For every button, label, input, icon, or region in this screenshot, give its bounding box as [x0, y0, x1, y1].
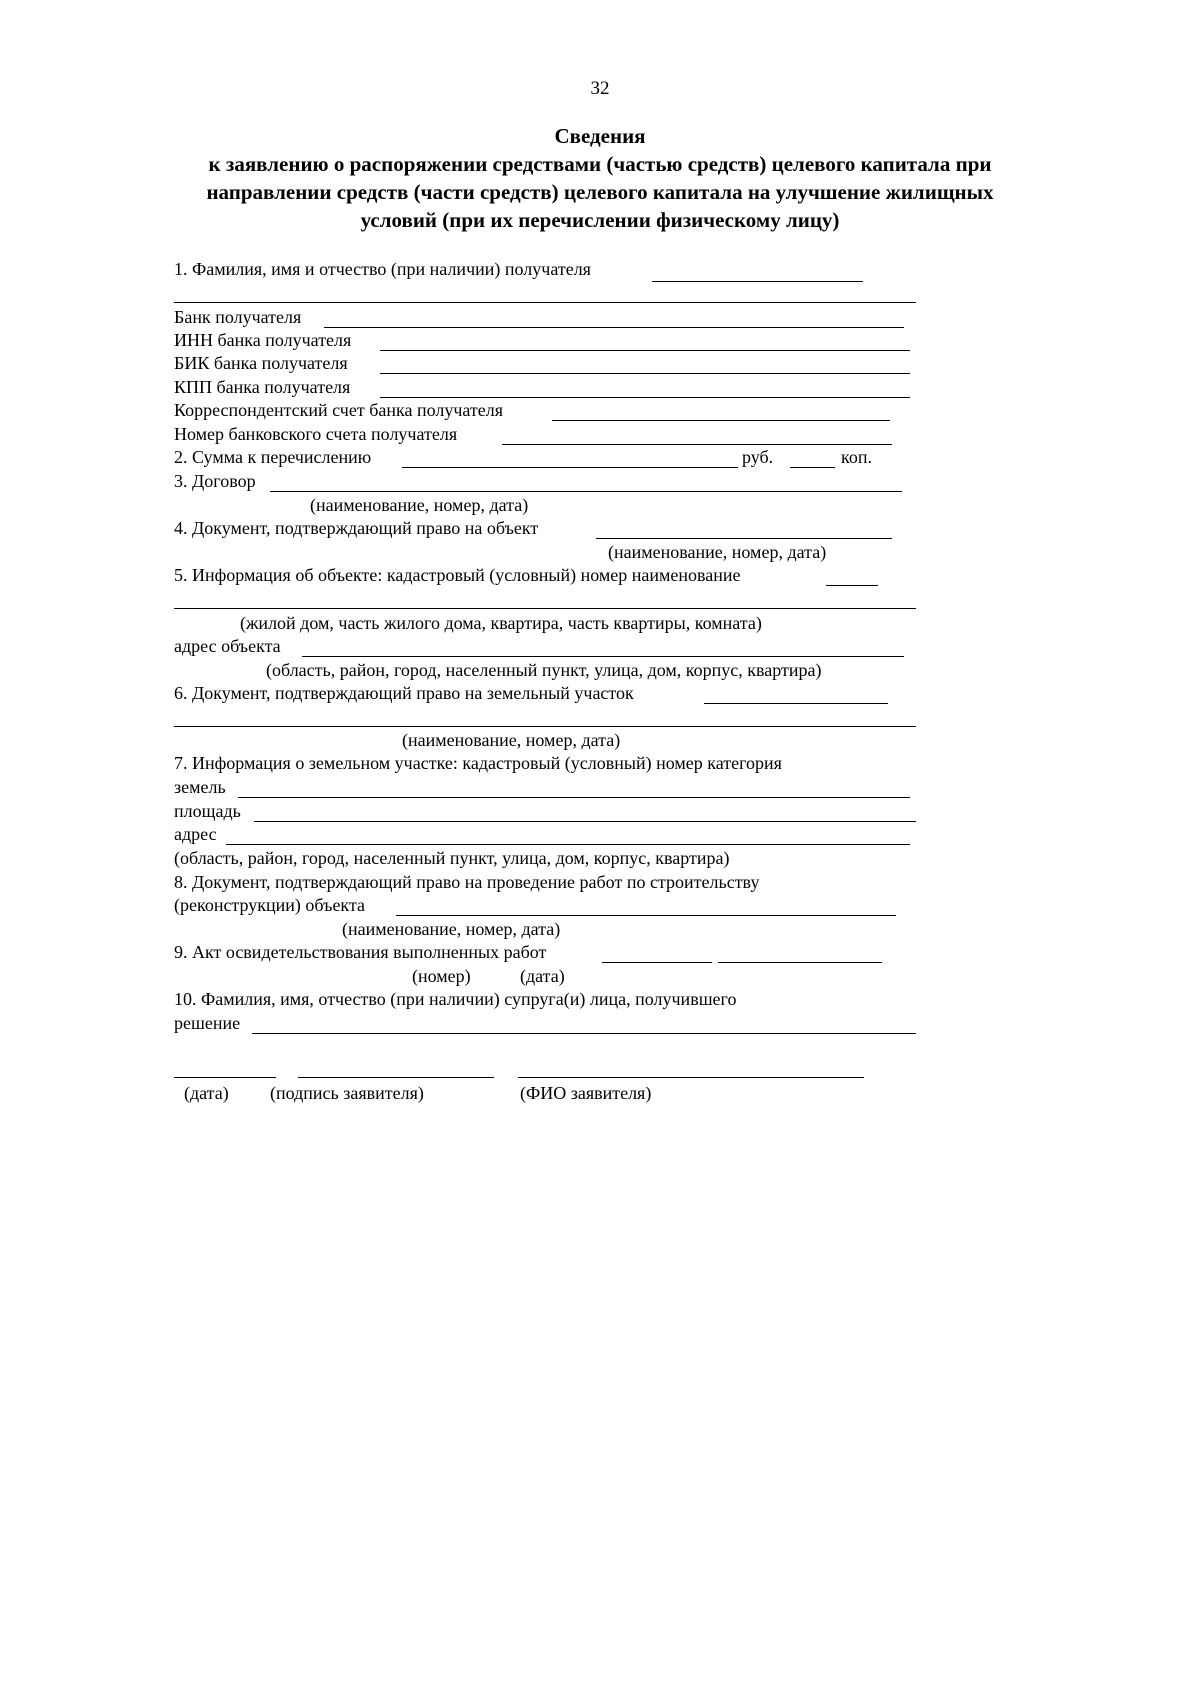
land-document-line-2 — [174, 726, 916, 727]
object-info-line — [826, 585, 878, 586]
signature-sign-label: (подпись заявителя) — [270, 1083, 424, 1103]
construction-permit-line — [396, 915, 896, 916]
field-label-spouse-name: 10. Фамилия, имя, отчество (при наличии) супруга(и) лица, получившего — [174, 989, 737, 1009]
field-label-bik: БИК банка получателя — [174, 353, 348, 373]
hint-ownership-document: (наименование, номер, дата) — [608, 542, 827, 562]
inspection-act-number-line — [602, 962, 712, 963]
account-number-line — [502, 444, 892, 445]
inn-line — [380, 350, 910, 351]
hint-contract: (наименование, номер, дата) — [310, 495, 529, 515]
field-label-construction-object: (реконструкции) объекта — [174, 895, 366, 915]
bik-line — [380, 373, 910, 374]
land-category-line — [238, 797, 910, 798]
field-label-recipient-name: 1. Фамилия, имя и отчество (при наличии) получателя — [174, 259, 591, 279]
land-document-line — [704, 703, 888, 704]
amount-kop-line — [790, 467, 835, 468]
field-label-object-address: адрес объекта — [174, 636, 281, 656]
rub-label: руб. — [742, 447, 774, 467]
signature-fio-label: (ФИО заявителя) — [520, 1083, 652, 1103]
contract-line — [270, 491, 902, 492]
field-label-object-info: 5. Информация об объекте: кадастровый (условный) номер наименование — [174, 565, 741, 585]
object-info-line-2 — [174, 608, 916, 609]
hint-object-address: (область, район, город, населенный пункт, улица, дом, корпус, квартира) — [266, 660, 822, 680]
signature-sign-line — [298, 1077, 494, 1078]
signature-fio-line — [518, 1077, 864, 1078]
kpp-line — [380, 397, 910, 398]
spouse-name-line — [252, 1033, 916, 1034]
field-label-land-info: 7. Информация о земельном участке: кадастровый (условный) номер категория — [174, 753, 782, 773]
ownership-document-line — [596, 538, 892, 539]
field-label-land-document: 6. Документ, подтверждающий право на земельный участок — [174, 683, 634, 703]
document-subtitle-line-2: направлении средств (части средств) целевого капитала на улучшение жилищных — [206, 180, 994, 204]
field-label-bank: Банк получателя — [174, 307, 302, 327]
hint-object-type: (жилой дом, часть жилого дома, квартира, часть квартиры, комната) — [240, 613, 762, 633]
field-label-amount: 2. Сумма к перечислению — [174, 447, 372, 467]
field-label-inn: ИНН банка получателя — [174, 330, 352, 350]
bank-line — [324, 327, 904, 328]
hint-land-address: (область, район, город, населенный пункт, улица, дом, корпус, квартира) — [174, 848, 730, 868]
inspection-act-date-line — [718, 962, 882, 963]
field-label-contract: 3. Договор — [174, 471, 256, 491]
field-label-land-address: адрес — [174, 824, 217, 844]
kop-label: коп. — [841, 447, 872, 467]
field-label-area: площадь — [174, 801, 241, 821]
area-line — [254, 821, 916, 822]
corr-account-line — [552, 420, 890, 421]
document-subtitle-line-3: условий (при их перечислении физическому лицу) — [360, 208, 840, 232]
land-address-line — [226, 844, 910, 845]
recipient-name-line — [652, 281, 863, 282]
recipient-name-line-2 — [174, 302, 916, 303]
hint-construction-permit: (наименование, номер, дата) — [342, 919, 561, 939]
object-address-line — [302, 656, 904, 657]
field-label-construction-permit: 8. Документ, подтверждающий право на проведение работ по строительству — [174, 872, 760, 892]
hint-land-document: (наименование, номер, дата) — [402, 730, 621, 750]
amount-rub-line — [402, 467, 738, 468]
field-label-account-number: Номер банковского счета получателя — [174, 424, 458, 444]
field-label-land-category: земель — [174, 777, 226, 797]
signature-date-label: (дата) — [184, 1083, 229, 1103]
document-subtitle-line-1: к заявлению о распоряжении средствами (частью средств) целевого капитала при — [208, 152, 992, 176]
page-number: 32 — [590, 78, 610, 99]
field-label-decision: решение — [174, 1013, 241, 1033]
field-label-ownership-document: 4. Документ, подтверждающий право на объект — [174, 518, 539, 538]
signature-date-line — [174, 1077, 276, 1078]
field-label-inspection-act: 9. Акт освидетельствования выполненных работ — [174, 942, 547, 962]
hint-date: (дата) — [520, 966, 565, 986]
field-label-corr-account: Корреспондентский счет банка получателя — [174, 400, 504, 420]
field-label-kpp: КПП банка получателя — [174, 377, 351, 397]
hint-number: (номер) — [412, 966, 471, 986]
document-title: Сведения — [554, 124, 646, 148]
